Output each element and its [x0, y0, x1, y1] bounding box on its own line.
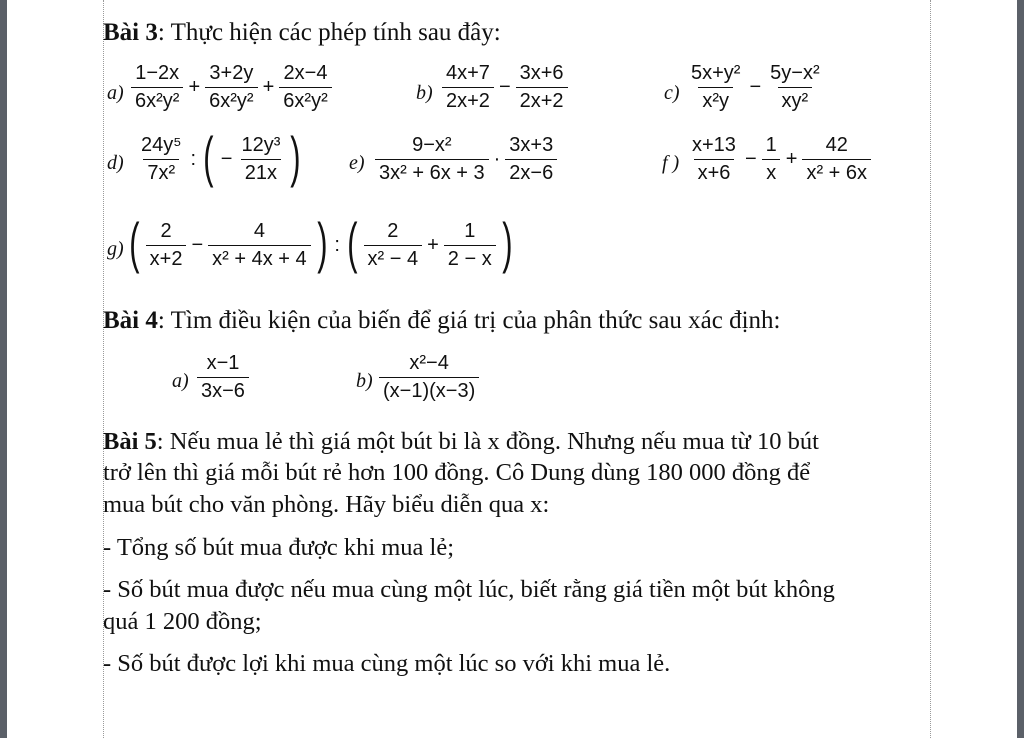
operator: ·	[493, 148, 501, 170]
fraction	[375, 134, 489, 185]
numerator: 1−2x	[135, 62, 180, 84]
operator: −	[744, 148, 757, 170]
numerator: 1	[765, 134, 777, 156]
bai5-item-3: - Số bút được lợi khi mua cùng một lúc so với khi mua lẻ.	[103, 650, 671, 677]
problem-a-expression	[129, 62, 334, 113]
problem-e-label: e)	[349, 152, 365, 174]
left-paren: (	[203, 124, 214, 188]
problem-g-expression	[125, 210, 516, 274]
numerator: x²−4	[409, 352, 449, 374]
numerator: x+13	[692, 134, 736, 156]
fraction	[444, 220, 496, 271]
right-paren: )	[501, 210, 513, 274]
fraction	[687, 62, 744, 113]
numerator: 42	[825, 134, 848, 156]
numerator: 1	[464, 220, 476, 242]
denominator: 6x²y²	[131, 87, 183, 113]
numerator: 3+2y	[209, 62, 254, 84]
fraction	[131, 62, 183, 113]
numerator: x−1	[206, 352, 240, 374]
fraction	[505, 134, 557, 185]
fraction	[208, 220, 311, 271]
fraction	[237, 134, 284, 185]
numerator: 3x+6	[519, 62, 564, 84]
problem-b-expression	[440, 62, 570, 113]
window-edge-right	[1017, 0, 1024, 738]
right-paren: )	[316, 210, 328, 274]
bai3-instruction: : Thực hiện các phép tính sau đây:	[157, 19, 501, 46]
denominator: x² + 6x	[802, 159, 871, 185]
bai5-line-1	[103, 430, 819, 455]
bai5-item-1: - Tổng số bút mua được khi mua lẻ;	[103, 534, 455, 561]
problem-c-expression	[685, 62, 826, 113]
bai4-b-label: b)	[356, 370, 373, 392]
fraction	[442, 62, 494, 113]
denominator: 6x²y²	[279, 87, 331, 113]
problem-d-expression	[135, 124, 305, 188]
denominator: 7x²	[143, 159, 179, 185]
numerator: 24y⁵	[141, 134, 182, 156]
fraction	[197, 352, 249, 403]
fraction	[802, 134, 871, 185]
left-paren: (	[129, 210, 140, 274]
bai5-text: : Nếu mua lẻ thì giá một bút bi là x đồng. Nhưng nếu mua từ 10 bút	[156, 428, 819, 455]
numerator: 5y−x²	[770, 62, 820, 84]
denominator: x+6	[694, 159, 735, 185]
right-margin-guide	[930, 0, 931, 738]
operator: +	[188, 76, 201, 98]
bai5-line-3: mua bút cho văn phòng. Hãy biểu diễn qua x:	[103, 491, 550, 518]
document-page	[103, 0, 929, 738]
operator: +	[262, 76, 275, 98]
fraction	[766, 62, 823, 113]
numerator: 2x−4	[283, 62, 328, 84]
numerator: 2	[160, 220, 172, 242]
denominator: xy²	[778, 87, 813, 113]
problem-g-label: g)	[107, 238, 124, 260]
problem-f-expression	[686, 134, 873, 185]
denominator: 21x	[241, 159, 281, 185]
denominator: x² + 4x + 4	[208, 245, 311, 271]
operator: :	[334, 234, 340, 256]
bai5-item-2b: quá 1 200 đồng;	[103, 608, 262, 635]
bai4-a-expression	[195, 352, 251, 403]
problem-d-label: d)	[107, 152, 124, 174]
sign: −	[220, 148, 233, 170]
bai4-title: Bài 4	[103, 307, 158, 334]
operator: −	[749, 76, 762, 98]
numerator: 5x+y²	[691, 62, 741, 84]
fraction	[516, 62, 568, 113]
denominator: x	[762, 159, 780, 185]
numerator: 9−x²	[412, 134, 452, 156]
fraction	[364, 220, 423, 271]
bai5-line-2: trở lên thì giá mỗi bút rẻ hơn 100 đồng. Cô Dung dùng 180 000 đồng để	[103, 459, 811, 486]
problem-e-expression	[373, 134, 559, 185]
denominator: 6x²y²	[205, 87, 257, 113]
fraction	[137, 134, 186, 185]
bai4-instruction: : Tìm điều kiện của biến để giá trị của phân thức sau xác định:	[157, 307, 781, 334]
window-edge-left	[0, 0, 7, 738]
left-paren: (	[347, 210, 358, 274]
problem-c-label: c)	[664, 82, 680, 104]
denominator: x²y	[698, 87, 733, 113]
right-paren: )	[290, 124, 301, 188]
fraction	[205, 62, 257, 113]
operator: −	[498, 76, 511, 98]
problem-f-label: f )	[662, 152, 680, 174]
denominator: x² − 4	[364, 245, 423, 271]
bai5-title: Bài 5	[103, 428, 157, 455]
denominator: (x−1)(x−3)	[379, 377, 479, 403]
bai4-heading	[103, 308, 781, 333]
numerator: 3x+3	[509, 134, 554, 156]
denominator: 2x−6	[505, 159, 557, 185]
bai4-a-label: a)	[172, 370, 189, 392]
denominator: 2x+2	[516, 87, 568, 113]
bai3-heading	[103, 20, 501, 45]
fraction	[762, 134, 781, 185]
denominator: x+2	[146, 245, 187, 271]
operator: :	[190, 148, 197, 170]
fraction	[279, 62, 331, 113]
operator: +	[427, 234, 439, 256]
numerator: 12y³	[241, 134, 281, 156]
fraction	[688, 134, 740, 185]
denominator: 3x² + 6x + 3	[375, 159, 489, 185]
bai5-item-2a: - Số bút mua được nếu mua cùng một lúc, biết rằng giá tiền một bút không	[103, 576, 835, 603]
numerator: 4x+7	[446, 62, 490, 84]
denominator: 3x−6	[197, 377, 249, 403]
fraction	[379, 352, 479, 403]
bai3-title: Bài 3	[103, 19, 158, 46]
problem-b-label: b)	[416, 82, 433, 104]
numerator: 2	[387, 220, 399, 242]
fraction	[146, 220, 187, 271]
denominator: 2 − x	[444, 245, 496, 271]
numerator: 4	[253, 220, 265, 242]
bai4-b-expression	[377, 352, 481, 403]
denominator: 2x+2	[442, 87, 494, 113]
problem-a-label: a)	[107, 82, 124, 104]
operator: −	[191, 234, 204, 256]
operator: +	[785, 148, 798, 170]
